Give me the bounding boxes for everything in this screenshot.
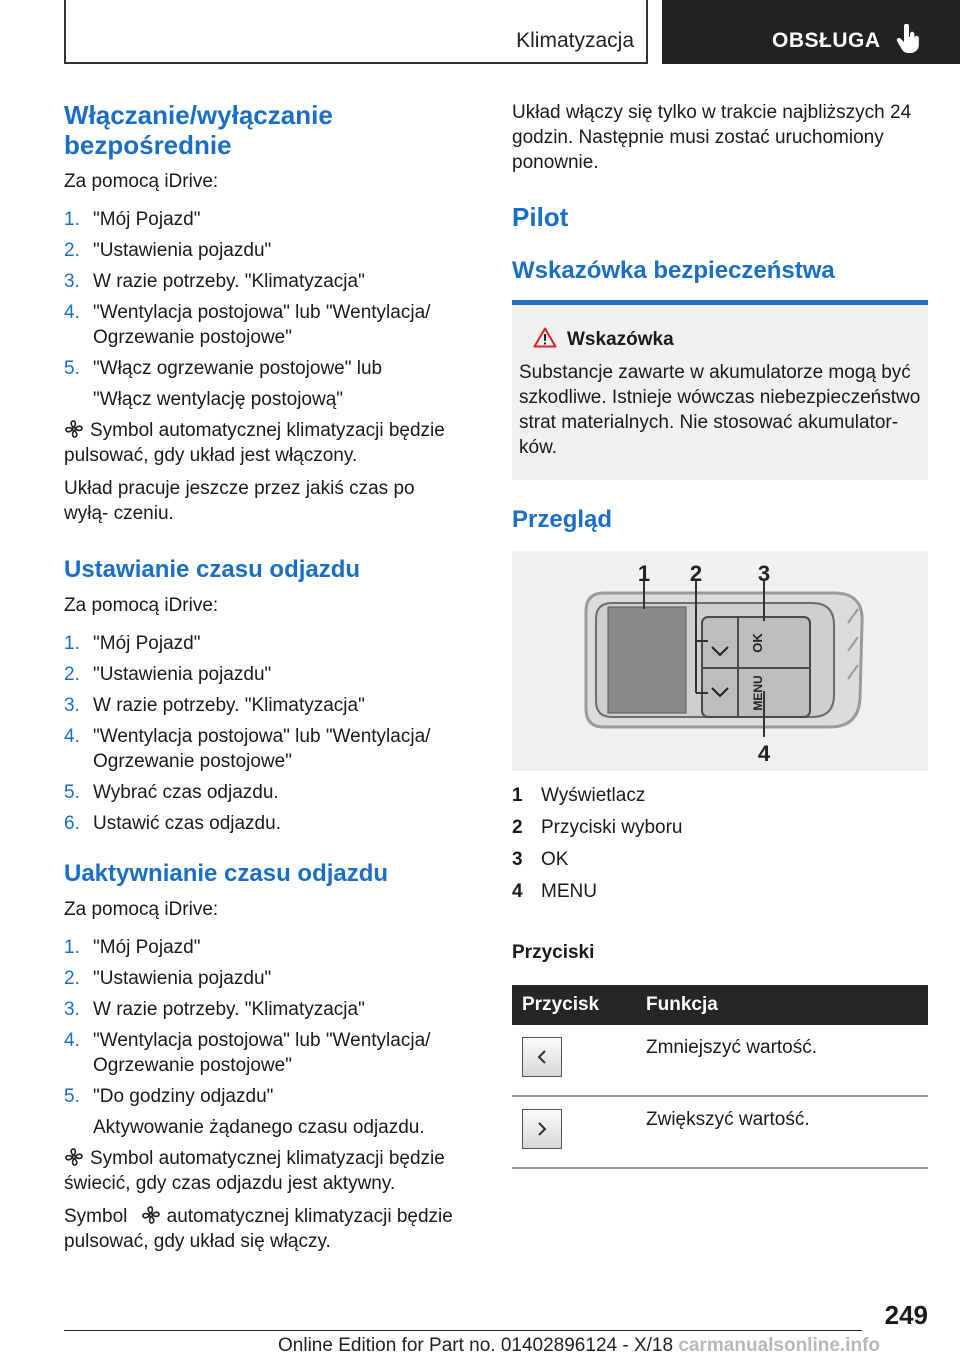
callout-2: 2 [689,561,703,586]
list-item: 4. "Wentylacja postojowa" lub "Wentylacja/ Ogrzewanie postojowe" [64,1030,431,1076]
right-column [512,100,928,1169]
section-title-remote: Pilot [512,202,569,232]
callout-4: 4 [757,741,771,766]
list-item: 4. "Wentylacja postojowa" lub "Wentylacja/ Ogrzewanie postojowe" [64,726,431,772]
section-title-safety: Wskazówka bezpieczeństwa [512,257,835,284]
table-header-row [512,985,928,1025]
list-item: 2. "Ustawienia pojazdu" [64,240,272,261]
footer-rule [64,1330,862,1331]
table-cell: Zmniejszyć wartość. [636,1025,928,1096]
header-section-title: Klimatyzacja [516,29,634,52]
column-header: Funkcja [636,985,928,1025]
chevron-right-icon [522,1109,562,1149]
step-number: 1. [64,937,80,958]
fan-icon [141,1205,161,1225]
step-number: 4. [64,302,80,323]
remote-key-illustration [512,551,928,771]
list-item: 2. "Ustawienia pojazdu" [64,968,272,989]
step-number: 4. [64,1030,80,1051]
section-title-activate-time: Uaktywnianie czasu odjazdu [64,860,389,887]
list-item: 1. "Mój Pojazd" [64,633,201,654]
header-chapter-tab [662,0,960,64]
table-cell [512,1096,636,1168]
section-title-set-time: Ustawianie czasu odjazdu [64,556,361,583]
idrive-intro: Za pomocą iDrive: [64,899,219,920]
warning-triangle-icon [533,327,557,348]
step-number: 5. [64,1086,80,1107]
legend-item: 3 OK [512,849,569,870]
table-row [512,1025,928,1096]
list-item: 3. W razie potrzeby. "Klimatyzacja" [64,695,365,716]
hand-pointer-icon [896,24,922,54]
left-column [64,100,464,1254]
figure-legend [512,783,928,904]
auto-start-note: Układ włączy się tylko w trakcie najbliższych 24 godzin. Następnie musi zostać uruchomiony ponownie. [512,102,912,173]
step-number: 3. [64,695,80,716]
list-item: 1. "Mój Pojazd" [64,209,201,230]
list-item: 3. W razie potrzeby. "Klimatyzacja" [64,271,365,292]
step-continuation: "Włącz wentylację postojową" [93,389,344,410]
step-number: 2. [64,240,80,261]
list-item: 2. "Ustawienia pojazdu" [64,664,272,685]
symbol-note: Symbol automatycznej klimatyzacji będzie świecić, gdy czas odjazdu jest aktywny. [64,1148,445,1194]
table-cell: Zwiększyć wartość. [636,1096,928,1168]
warning-heading: Wskazówka [519,327,921,352]
step-number: 5. [64,782,80,803]
fan-icon [64,419,84,439]
step-number: 1. [64,209,80,230]
symbol-note: Symbol automatycznej klimatyzacji będzie pulsować, gdy układ jest włączony. [64,420,445,466]
key-label-menu: MENU [751,675,765,711]
list-item: 6. Ustawić czas odjazdu. [64,813,281,834]
steps-list-direct [64,207,464,381]
step-continuation: Aktywowanie żądanego czasu odjazdu. [93,1117,425,1138]
step-number: 3. [64,999,80,1020]
list-item: 5. "Włącz ogrzewanie postojowe" lub [64,358,383,379]
page-number: 249 [884,1300,928,1330]
list-item: 4. "Wentylacja postojowa" lub "Wentylacja/ Ogrzewanie postojowe" [64,302,431,348]
symbol-pulse-note: Symbol automatycznej klimatyzacji będzie pulsować, gdy układ się włączy. [64,1206,453,1252]
step-number: 2. [64,664,80,685]
section-title-direct: Włączanie/wyłączanie bezpośrednie [64,100,333,160]
step-number: 3. [64,271,80,292]
warning-text: Substancje zawarte w akumulatorze mogą być szkodliwe. Istnieje wówczas niebezpieczeństwo strat materialnych. Nie stosować akumulator- ków. [519,362,921,458]
idrive-intro: Za pomocą iDrive: [64,595,219,616]
table-row [512,1096,928,1168]
warning-box [512,305,928,480]
footer-edition: Online Edition for Part no. 01402896124 - X/18 carmanualsonline.info [278,1335,880,1356]
list-item: 3. W razie potrzeby. "Klimatyzacja" [64,999,365,1020]
list-item: 5. "Do godziny odjazdu" [64,1086,274,1107]
steps-list-activate-time [64,935,464,1109]
list-item: 5. Wybrać czas odjazdu. [64,782,279,803]
table-cell [512,1025,636,1096]
section-title-overview: Przegląd [512,506,613,533]
steps-list-set-time [64,631,464,836]
legend-item: 1 Wyświetlacz [512,785,646,806]
column-header: Przycisk [512,985,636,1025]
watermark: carmanualsonline.info [678,1335,880,1356]
buttons-subtitle: Przyciski [512,942,595,963]
callout-3: 3 [757,561,771,586]
after-off-note: Układ pracuje jeszcze przez jakiś czas po wyłą- czeniu. [64,478,415,524]
step-number: 2. [64,968,80,989]
fan-icon [64,1147,84,1167]
list-item: 1. "Mój Pojazd" [64,937,201,958]
buttons-table [512,985,928,1169]
header-chapter-label: OBSŁUGA [772,29,881,52]
callout-1: 1 [637,561,651,586]
idrive-intro: Za pomocą iDrive: [64,171,219,192]
chevron-left-icon [522,1037,562,1077]
remote-figure [512,551,928,771]
step-number: 1. [64,633,80,654]
step-number: 6. [64,813,80,834]
step-number: 5. [64,358,80,379]
step-number: 4. [64,726,80,747]
key-label-ok: OK [750,633,765,653]
legend-item: 4 MENU [512,881,597,902]
legend-item: 2 Przyciski wyboru [512,817,683,838]
